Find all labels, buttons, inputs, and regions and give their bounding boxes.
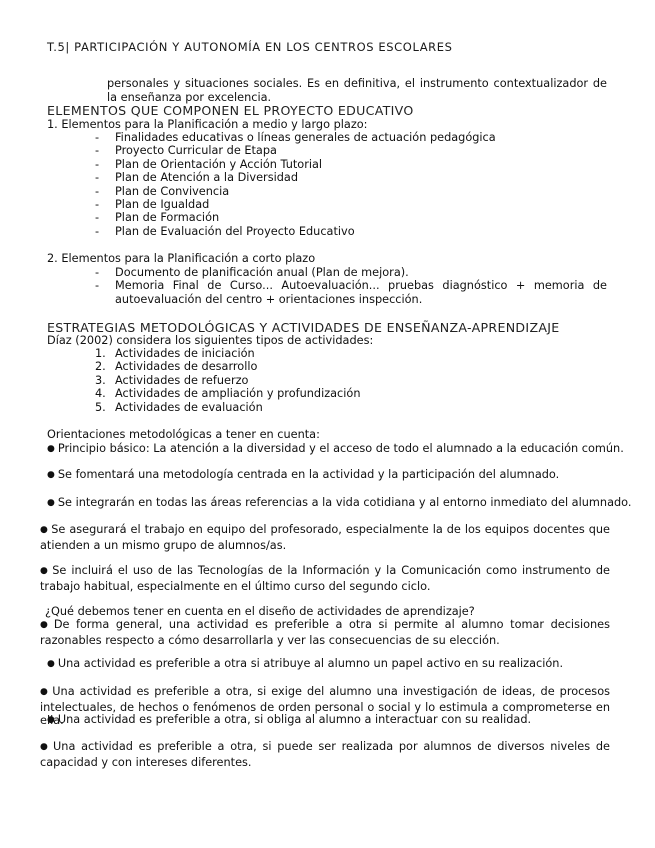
design-item: ● Una actividad es preferible a otra, si obliga al alumno a interactuar con su realidad. xyxy=(47,713,531,729)
list-item: 2. Actividades de desarrollo xyxy=(95,360,258,374)
group1-list xyxy=(95,131,515,238)
design-item: ● Una actividad es preferible a otra, si exige del alumno una investigación de ideas, de procesos intelectuales, de hechos o fenómenos de orden personal o social y lo estimula a comprometerse en ella. xyxy=(40,685,610,728)
list-item: 5. Actividades de evaluación xyxy=(95,400,263,414)
orientation-item: ● Se incluirá el uso de las Tecnologías de la Información y la Comunicación como instrumento de trabajo habitual, especialmente en el último curso del segundo ciclo. xyxy=(40,564,610,593)
group1-title: 1. Elementos para la Planificación a medio y largo plazo: xyxy=(47,118,368,131)
list-item: 3. Actividades de refuerzo xyxy=(95,373,249,387)
list-item: - Plan de Evaluación del Proyecto Educativo xyxy=(95,225,515,238)
design-item: ● Una actividad es preferible a otra, si puede ser realizada por alumnos de diversos niveles de capacidad y con intereses diferentes. xyxy=(40,740,610,769)
intro-paragraph: personales y situaciones sociales. Es en definitiva, el instrumento contextualizador de la enseñanza por excelencia. xyxy=(107,77,607,104)
activities-intro: Díaz (2002) considera los siguientes tipos de actividades: xyxy=(47,334,374,347)
group2-list xyxy=(95,266,607,306)
activities-list xyxy=(95,347,455,414)
orientation-item: ● Se asegurará el trabajo en equipo del profesorado, especialmente la de los equipos docentes que atienden a un mismo grupo de alumnos/as. xyxy=(40,523,610,552)
list-item: - Documento de planificación anual (Plan de mejora). xyxy=(95,266,607,279)
section-title-strategies: ESTRATEGIAS METODOLÓGICAS Y ACTIVIDADES DE ENSEÑANZA-APRENDIZAJE xyxy=(47,320,560,335)
list-item: - Plan de Orientación y Acción Tutorial xyxy=(95,158,515,171)
list-item: - Plan de Formación xyxy=(95,211,515,224)
design-item: ● Una actividad es preferible a otra si atribuye al alumno un papel activo en su realización. xyxy=(47,657,563,673)
list-item: 1. Actividades de iniciación xyxy=(95,347,255,360)
orientation-item: ● Principio básico: La atención a la diversidad y el acceso de todo el alumnado a la educación común. xyxy=(47,442,624,458)
list-item: - Plan de Convivencia xyxy=(95,185,515,198)
design-item: ● De forma general, una actividad es preferible a otra si permite al alumno tomar decisiones razonables respecto a cómo desarrollarla y ver las consecuencias de su elección. xyxy=(40,618,610,647)
list-item: - Plan de Igualdad xyxy=(95,198,515,211)
list-item: 4. Actividades de ampliación y profundización xyxy=(95,387,361,401)
orientation-item: ● Se integrarán en todas las áreas referencias a la vida cotidiana y al entorno inmediato del alumnado. xyxy=(47,496,631,512)
list-item: - Proyecto Curricular de Etapa xyxy=(95,144,515,157)
group2-title: 2. Elementos para la Planificación a corto plazo xyxy=(47,252,316,265)
list-item: - Plan de Atención a la Diversidad xyxy=(95,171,515,184)
section-title-elements: ELEMENTOS QUE COMPONEN EL PROYECTO EDUCATIVO xyxy=(47,103,414,118)
list-item: - Finalidades educativas o líneas generales de actuación pedagógica xyxy=(95,131,515,144)
design-question: ¿Qué debemos tener en cuenta en el diseño de actividades de aprendizaje? xyxy=(45,605,475,618)
page-header-title: T.5| PARTICIPACIÓN Y AUTONOMÍA EN LOS CENTROS ESCOLARES xyxy=(47,40,453,54)
orientations-title: Orientaciones metodológicas a tener en cuenta: xyxy=(47,428,320,441)
orientation-item: ● Se fomentará una metodología centrada en la actividad y la participación del alumnado. xyxy=(47,468,559,484)
list-item: - Memoria Final de Curso... Autoevaluación... pruebas diagnóstico + memoria de autoevaluación del centro + orientaciones inspección. xyxy=(95,279,607,306)
